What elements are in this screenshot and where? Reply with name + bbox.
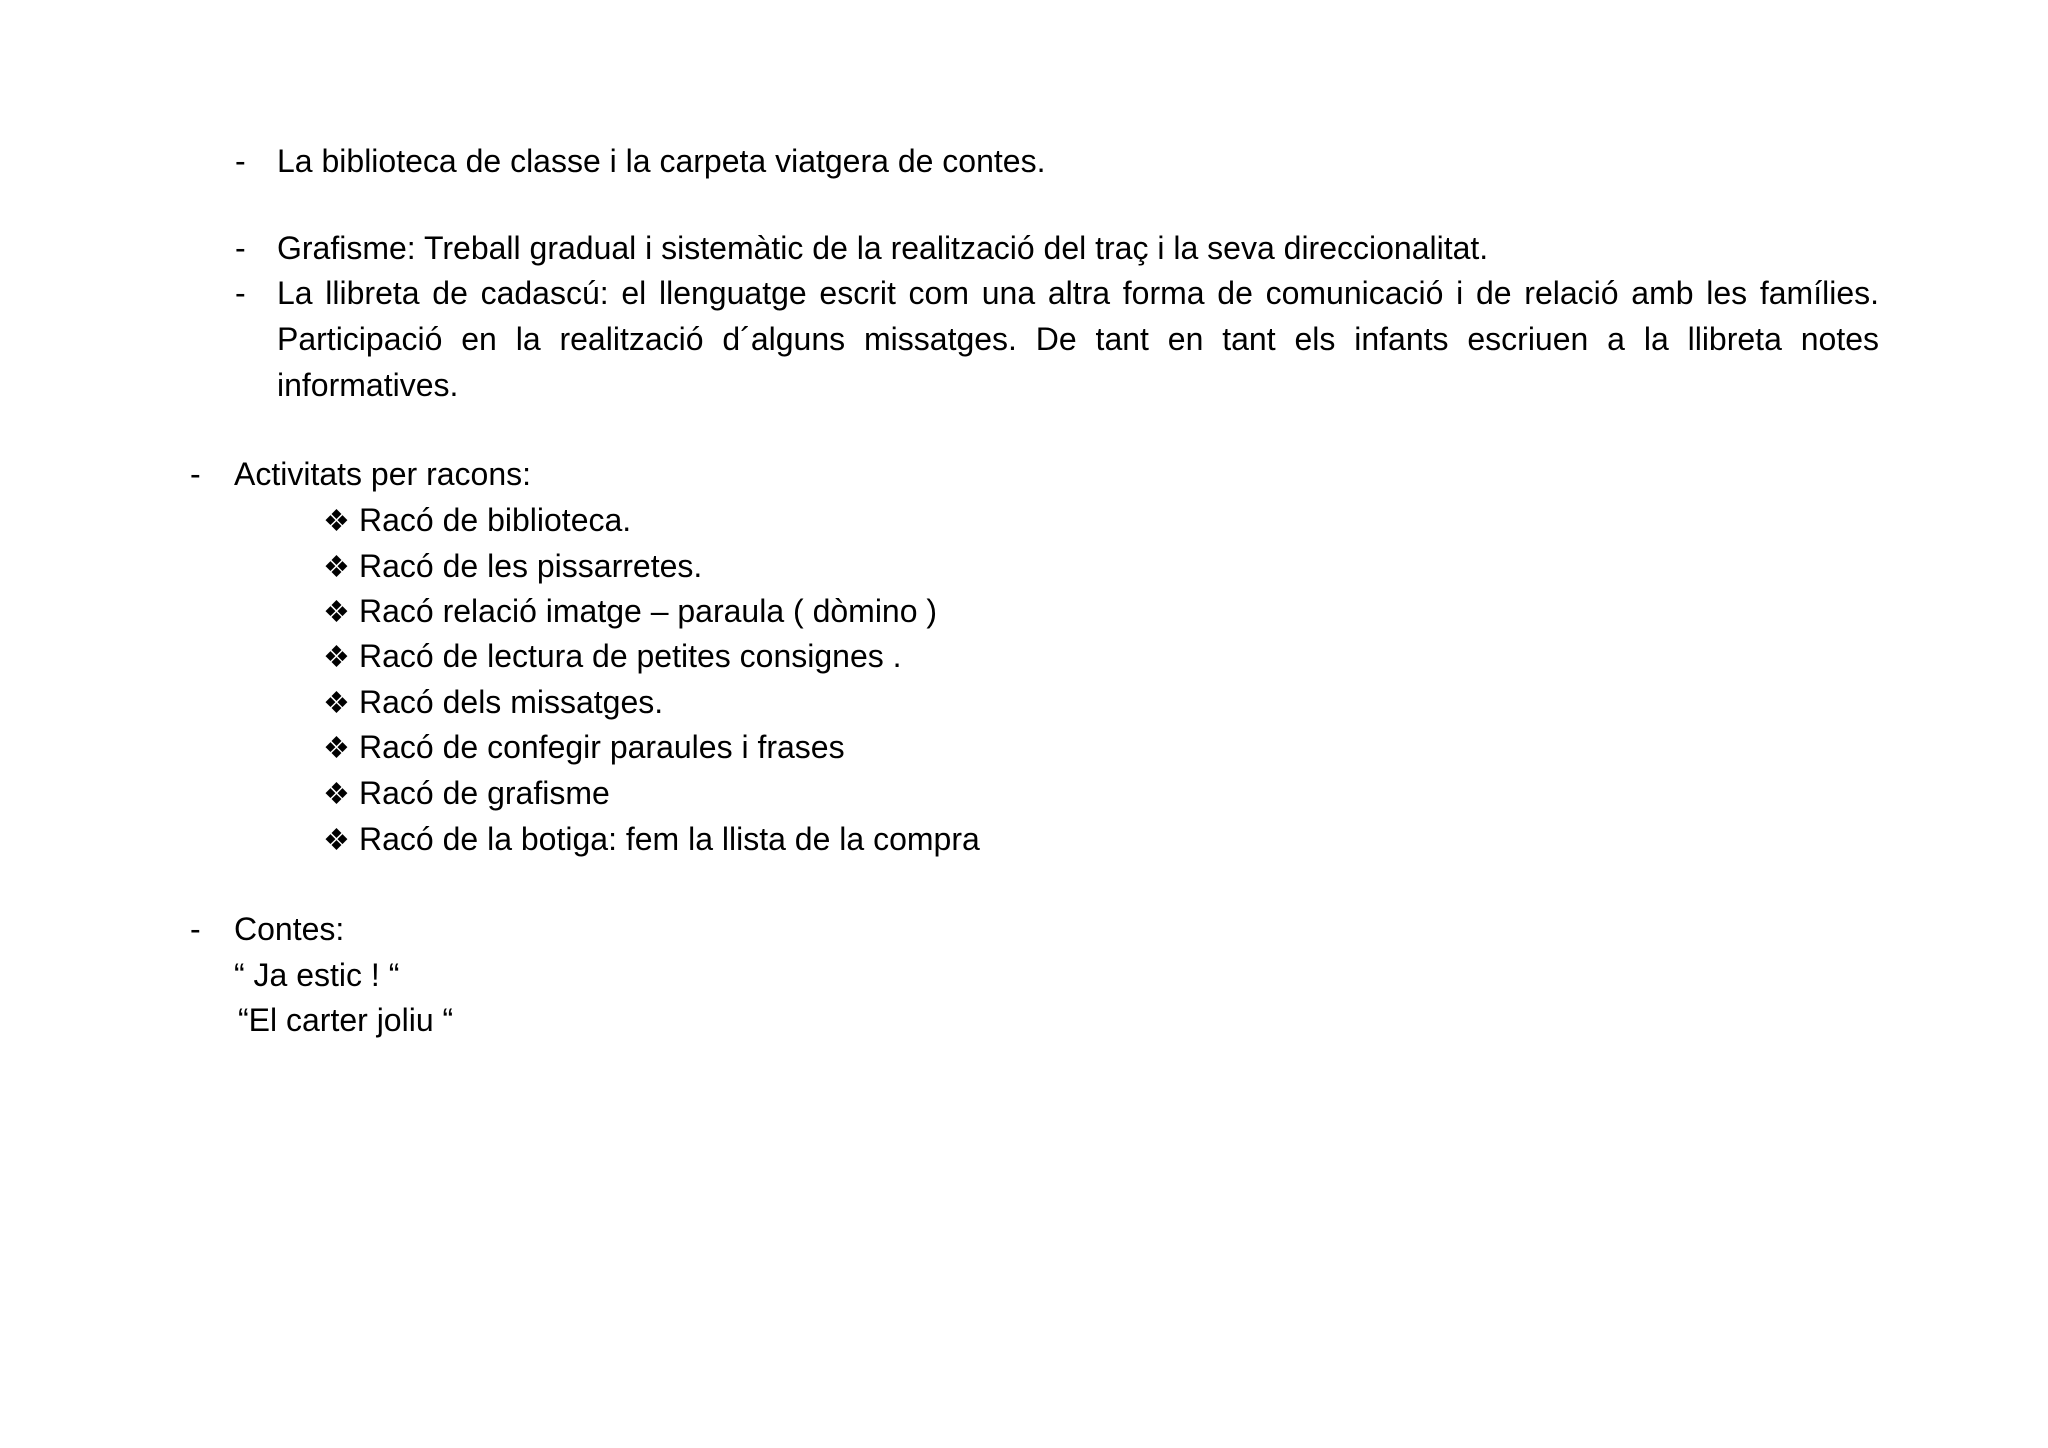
list-dash: - <box>190 911 201 947</box>
story-title: “ Ja estic ! “ <box>234 957 400 993</box>
list-item-label: Racó de biblioteca. <box>359 502 632 538</box>
section-heading-contes: Contes: <box>234 911 345 947</box>
list-item-label: Racó de lectura de petites consignes . <box>359 638 902 674</box>
list-dash: - <box>190 456 201 492</box>
diamond-bullet-icon: ❖ <box>323 641 350 674</box>
list-item-biblioteca: La biblioteca de classe i la carpeta viatgera de contes. <box>277 143 1046 179</box>
diamond-bullet-icon: ❖ <box>323 551 350 584</box>
diamond-bullet-icon: ❖ <box>323 596 350 629</box>
section-heading-activitats: Activitats per racons: <box>234 456 531 492</box>
diamond-bullet-icon: ❖ <box>323 687 350 720</box>
list-item <box>323 633 902 681</box>
list-item <box>323 816 980 864</box>
list-item-grafisme: Grafisme: Treball gradual i sistemàtic de la realització del traç i la seva direccionalitat. <box>277 230 1489 266</box>
list-item-label: Racó de confegir paraules i frases <box>359 729 845 765</box>
list-dash: - <box>235 230 246 266</box>
story-title: “El carter joliu “ <box>238 1002 454 1038</box>
list-item <box>323 543 702 591</box>
list-item <box>323 588 937 636</box>
list-item <box>323 770 610 818</box>
list-item <box>323 724 845 772</box>
list-item-label: Racó de les pissarretes. <box>359 548 703 584</box>
diamond-bullet-icon: ❖ <box>323 732 350 765</box>
diamond-bullet-icon: ❖ <box>323 778 350 811</box>
list-item-llibreta: La llibreta de cadascú: el llenguatge escrit com una altra forma de comunicació i de relació amb les famílies. Participació en la realització d´alguns missatges. De tant en tant els infants escriuen a la llibreta notes informatives. <box>277 275 1879 403</box>
list-item-label: Racó dels missatges. <box>359 684 664 720</box>
list-item-label: Racó relació imatge – paraula ( dòmino ) <box>359 593 938 629</box>
list-dash: - <box>235 275 246 311</box>
list-item <box>323 497 631 545</box>
list-item-label: Racó de grafisme <box>359 775 610 811</box>
diamond-bullet-icon: ❖ <box>323 505 350 538</box>
diamond-bullet-icon: ❖ <box>323 824 350 857</box>
list-dash: - <box>235 143 246 179</box>
list-item <box>323 679 663 727</box>
list-item-label: Racó de la botiga: fem la llista de la compra <box>359 821 980 857</box>
